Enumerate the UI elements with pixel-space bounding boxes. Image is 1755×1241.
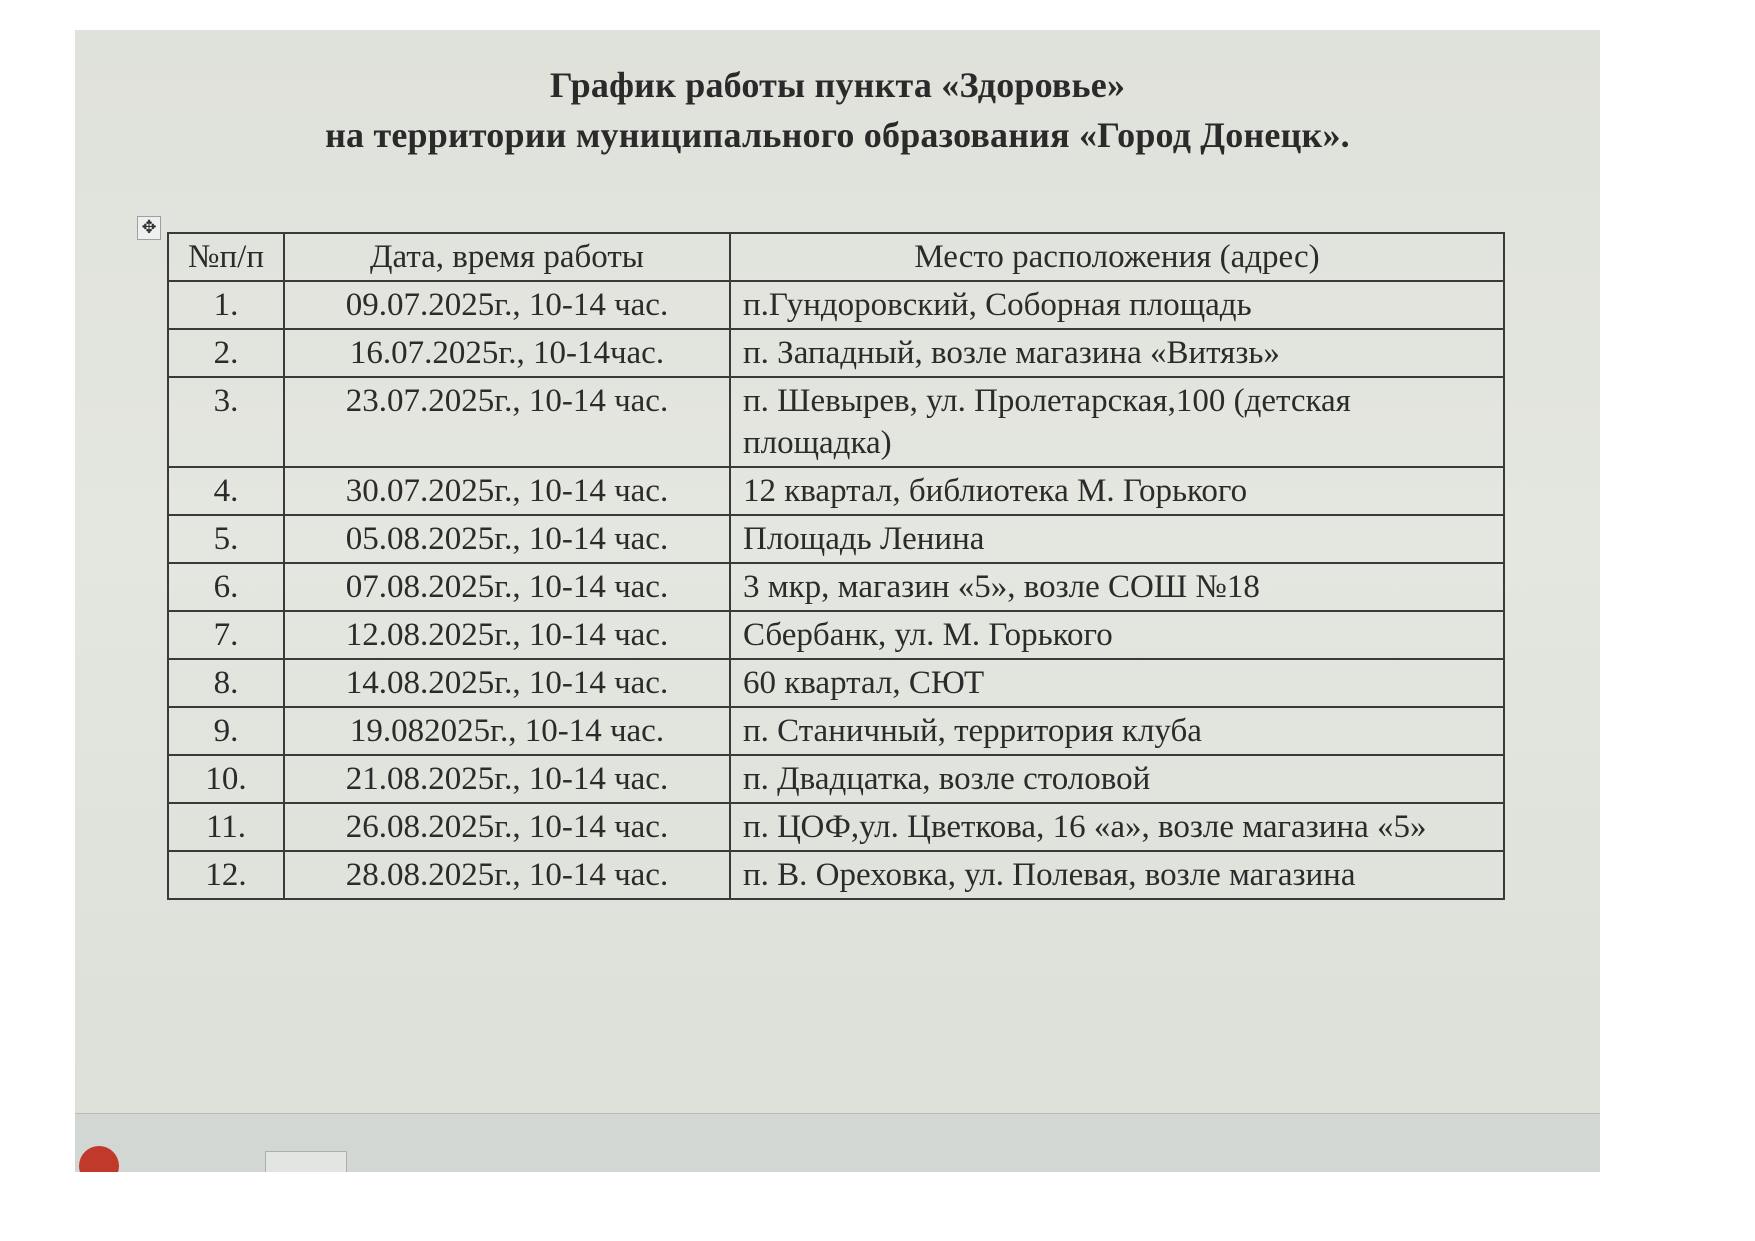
- row-num: 10.: [168, 755, 284, 803]
- title-line-2: на территории муниципального образования «Город Донецк».: [325, 115, 1350, 155]
- header-address: Место расположения (адрес): [730, 233, 1504, 281]
- header-num: №п/п: [168, 233, 284, 281]
- table-row: [168, 755, 1504, 803]
- row-date: 30.07.2025г., 10-14 час.: [284, 467, 730, 515]
- row-num: 6.: [168, 563, 284, 611]
- row-date: 23.07.2025г., 10-14 час.: [284, 377, 730, 467]
- start-button-icon[interactable]: [79, 1146, 119, 1172]
- row-address: п. Западный, возле магазина «Витязь»: [730, 329, 1504, 377]
- row-date: 12.08.2025г., 10-14 час.: [284, 611, 730, 659]
- row-num: 3.: [168, 377, 284, 467]
- row-num: 5.: [168, 515, 284, 563]
- table-move-handle-icon[interactable]: ✥: [137, 216, 161, 240]
- row-num: 12.: [168, 851, 284, 899]
- table-row: [168, 515, 1504, 563]
- row-date: 07.08.2025г., 10-14 час.: [284, 563, 730, 611]
- document-title: [75, 60, 1600, 160]
- row-date: 26.08.2025г., 10-14 час.: [284, 803, 730, 851]
- table-row: [168, 563, 1504, 611]
- row-date: 19.082025г., 10-14 час.: [284, 707, 730, 755]
- row-num: 7.: [168, 611, 284, 659]
- row-num: 9.: [168, 707, 284, 755]
- row-address: п. В. Ореховка, ул. Полевая, возле магазина: [730, 851, 1504, 899]
- schedule-table: [167, 232, 1505, 900]
- row-address: п. ЦОФ,ул. Цветкова, 16 «а», возле магазина «5»: [730, 803, 1504, 851]
- row-date: 14.08.2025г., 10-14 час.: [284, 659, 730, 707]
- row-address: 60 квартал, СЮТ: [730, 659, 1504, 707]
- row-date: 16.07.2025г., 10-14час.: [284, 329, 730, 377]
- table-row: [168, 707, 1504, 755]
- row-date: 05.08.2025г., 10-14 час.: [284, 515, 730, 563]
- row-address: 3 мкр, магазин «5», возле СОШ №18: [730, 563, 1504, 611]
- table-row: [168, 803, 1504, 851]
- title-line-1: График работы пункта «Здоровье»: [549, 65, 1126, 105]
- row-num: 4.: [168, 467, 284, 515]
- row-address: Площадь Ленина: [730, 515, 1504, 563]
- table-row: [168, 611, 1504, 659]
- row-date: 21.08.2025г., 10-14 час.: [284, 755, 730, 803]
- photographed-monitor: [75, 30, 1600, 1172]
- row-num: 2.: [168, 329, 284, 377]
- row-date: 09.07.2025г., 10-14 час.: [284, 281, 730, 329]
- table-row: [168, 659, 1504, 707]
- row-num: 1.: [168, 281, 284, 329]
- row-address: Сбербанк, ул. М. Горького: [730, 611, 1504, 659]
- header-date: Дата, время работы: [284, 233, 730, 281]
- row-address: п.Гундоровский, Соборная площадь: [730, 281, 1504, 329]
- taskbar: [75, 1113, 1600, 1172]
- table-row: [168, 851, 1504, 899]
- row-num: 8.: [168, 659, 284, 707]
- row-date: 28.08.2025г., 10-14 час.: [284, 851, 730, 899]
- table-header-row: [168, 233, 1504, 281]
- row-address: п. Двадцатка, возле столовой: [730, 755, 1504, 803]
- table-row: [168, 329, 1504, 377]
- row-address: 12 квартал, библиотека М. Горького: [730, 467, 1504, 515]
- taskbar-item[interactable]: [265, 1151, 347, 1172]
- row-num: 11.: [168, 803, 284, 851]
- table-row: [168, 467, 1504, 515]
- row-address: п. Станичный, территория клуба: [730, 707, 1504, 755]
- row-address: п. Шевырев, ул. Пролетарская,100 (детская площадка): [730, 377, 1504, 467]
- table-row: [168, 377, 1504, 467]
- table-row: [168, 281, 1504, 329]
